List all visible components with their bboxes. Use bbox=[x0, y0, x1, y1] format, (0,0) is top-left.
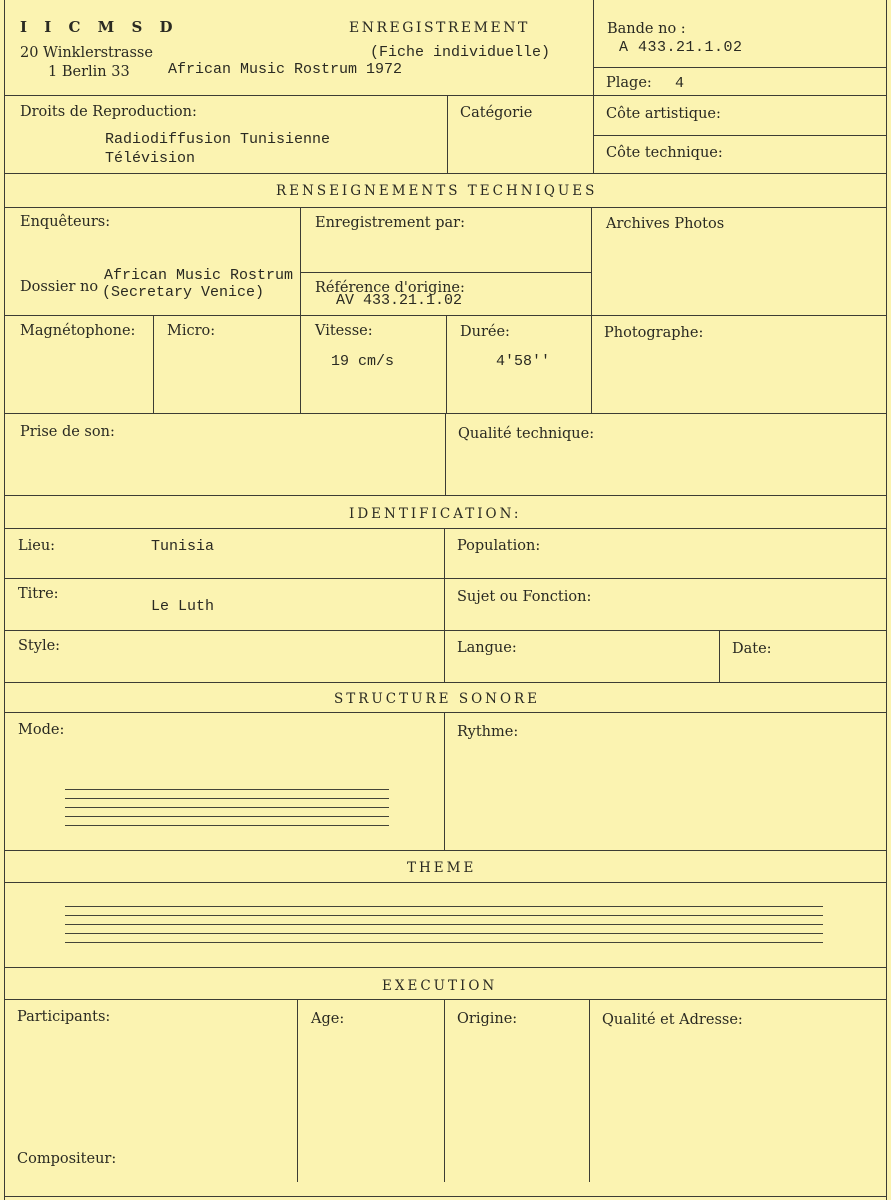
plage-value: 4 bbox=[675, 75, 685, 92]
reference-rule bbox=[300, 272, 591, 273]
form-title: ENREGISTREMENT bbox=[349, 20, 530, 36]
dossier-value-line-1: African Music Rostrum bbox=[104, 267, 294, 284]
mode-staff-line bbox=[65, 816, 389, 817]
magneto-micro-divider bbox=[153, 315, 154, 414]
droits-value-line-2: Télévision bbox=[105, 150, 196, 167]
qualite-technique-label: Qualité technique: bbox=[458, 426, 595, 442]
mode-staff-line bbox=[65, 807, 389, 808]
micro-label: Micro: bbox=[167, 323, 216, 339]
date-label: Date: bbox=[732, 641, 772, 657]
titre-label: Titre: bbox=[18, 586, 59, 602]
categorie-divider bbox=[447, 95, 448, 173]
section-title-execution: EXECUTION bbox=[382, 978, 498, 994]
section-title-technical: RENSEIGNEMENTS TECHNIQUES bbox=[276, 183, 598, 199]
form-subtitle: (Fiche individuelle) bbox=[370, 44, 551, 61]
bande-label: Bande no : bbox=[607, 21, 686, 37]
age-label: Age: bbox=[311, 1011, 345, 1027]
lieu-value: Tunisia bbox=[151, 538, 215, 555]
section-title-structure: STRUCTURE SONORE bbox=[334, 691, 541, 707]
duree-value: 4'58'' bbox=[496, 353, 551, 370]
style-bottom-rule bbox=[4, 682, 887, 683]
tech-col-2 bbox=[591, 207, 592, 414]
mode-rythme-divider bbox=[444, 712, 445, 851]
plage-label: Plage: bbox=[606, 75, 652, 91]
titre-value: Le Luth bbox=[151, 598, 215, 615]
structure-title-rule bbox=[4, 712, 887, 713]
vitesse-value: 19 cm/s bbox=[331, 353, 395, 370]
bande-value: A 433.21.1.02 bbox=[619, 39, 743, 56]
cote-artistique-label: Côte artistique: bbox=[606, 106, 721, 122]
theme-staff-line bbox=[65, 906, 823, 907]
plage-rule bbox=[593, 67, 887, 68]
rythme-label: Rythme: bbox=[457, 724, 519, 740]
cote-technique-label: Côte technique: bbox=[606, 145, 723, 161]
prise-divider bbox=[445, 413, 446, 495]
langue-date-divider bbox=[719, 630, 720, 683]
lieu-label: Lieu: bbox=[18, 538, 56, 554]
theme-title-rule bbox=[4, 882, 887, 883]
participants-label: Participants: bbox=[17, 1009, 111, 1025]
mode-label: Mode: bbox=[18, 722, 65, 738]
mode-staff-line bbox=[65, 789, 389, 790]
cote-rule bbox=[593, 135, 887, 136]
theme-staff-line bbox=[65, 933, 823, 934]
vitesse-duree-divider bbox=[446, 315, 447, 414]
execution-title-rule bbox=[4, 999, 887, 1000]
address-line-1: 20 Winklerstrasse bbox=[20, 45, 153, 61]
header-divider bbox=[593, 0, 594, 173]
event-name: African Music Rostrum 1972 bbox=[168, 61, 403, 78]
form-bottom-rule bbox=[4, 1196, 887, 1197]
titre-bottom-rule bbox=[4, 630, 887, 631]
langue-label: Langue: bbox=[457, 640, 517, 656]
origine-label: Origine: bbox=[457, 1011, 518, 1027]
photographe-label: Photographe: bbox=[604, 325, 704, 341]
lieu-bottom-rule bbox=[4, 578, 887, 579]
form-border-right bbox=[886, 0, 887, 1200]
reference-label: Référence d'origine: bbox=[315, 280, 465, 296]
ident-divider bbox=[444, 528, 445, 683]
reference-value: AV 433.21.1.02 bbox=[336, 292, 463, 309]
ident-title-rule bbox=[4, 528, 887, 529]
org-logo: I I C M S D bbox=[20, 18, 179, 36]
theme-staff-line bbox=[65, 942, 823, 943]
section-title-identification: IDENTIFICATION: bbox=[349, 506, 522, 522]
header-bottom-rule bbox=[4, 95, 887, 96]
mode-staff-line bbox=[65, 798, 389, 799]
enqueteurs-label: Enquêteurs: bbox=[20, 214, 111, 230]
categorie-label: Catégorie bbox=[460, 105, 533, 121]
structure-bottom-rule bbox=[4, 850, 887, 851]
exec-col-1 bbox=[297, 999, 298, 1182]
prise-de-son-label: Prise de son: bbox=[20, 424, 115, 440]
vitesse-label: Vitesse: bbox=[315, 323, 373, 339]
rights-bottom-rule bbox=[4, 173, 887, 174]
prise-bottom-rule bbox=[4, 495, 887, 496]
exec-col-3 bbox=[589, 999, 590, 1182]
form-border-left bbox=[4, 0, 5, 1200]
mode-staff-line bbox=[65, 825, 389, 826]
tech-title-rule bbox=[4, 207, 887, 208]
enregistrement-par-label: Enregistrement par: bbox=[315, 215, 465, 231]
dossier-value-line-2: (Secretary Venice) bbox=[102, 284, 265, 301]
dossier-label: Dossier no bbox=[20, 279, 99, 295]
address-line-2: 1 Berlin 33 bbox=[48, 64, 130, 80]
droits-label: Droits de Reproduction: bbox=[20, 104, 197, 120]
magnetophone-label: Magnétophone: bbox=[20, 323, 136, 339]
tech-col-1 bbox=[300, 207, 301, 414]
section-title-theme: THEME bbox=[407, 860, 477, 876]
theme-staff-line bbox=[65, 915, 823, 916]
style-label: Style: bbox=[18, 638, 61, 654]
archives-photos-label: Archives Photos bbox=[606, 216, 725, 232]
theme-staff-line bbox=[65, 924, 823, 925]
droits-value-line-1: Radiodiffusion Tunisienne bbox=[105, 131, 331, 148]
qualite-adresse-label: Qualité et Adresse: bbox=[602, 1012, 743, 1028]
theme-bottom-rule bbox=[4, 967, 887, 968]
compositeur-label: Compositeur: bbox=[17, 1151, 117, 1167]
population-label: Population: bbox=[457, 538, 541, 554]
exec-col-2 bbox=[444, 999, 445, 1182]
sujet-fonction-label: Sujet ou Fonction: bbox=[457, 589, 592, 605]
duree-label: Durée: bbox=[460, 324, 510, 340]
